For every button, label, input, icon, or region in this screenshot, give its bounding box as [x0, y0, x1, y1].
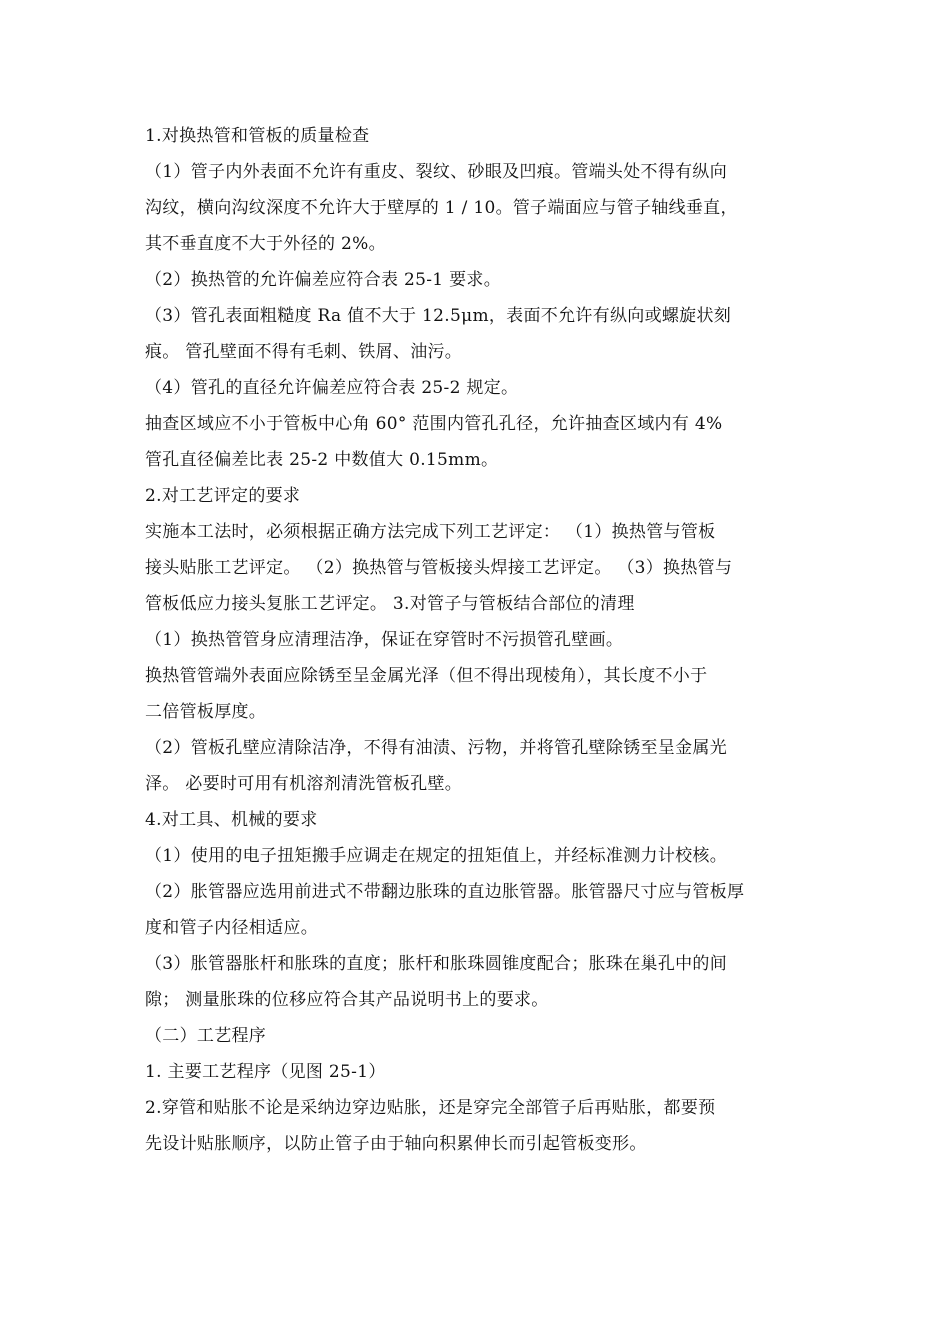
paragraph-line: （4）管孔的直径允许偏差应符合表 25-2 规定。 [145, 378, 519, 398]
section-heading-procedure: （二）工艺程序 [145, 1026, 267, 1046]
paragraph-line: 痕。 管孔壁面不得有毛刺、铁屑、油污。 [145, 342, 463, 362]
paragraph-line: 先设计贴胀顺序，以防止管子由于轴向积累伸长而引起管板变形。 [145, 1134, 647, 1154]
paragraph-line: （2）胀管器应选用前进式不带翻边胀珠的直边胀管器。胀管器尺寸应与管板厚 [145, 882, 745, 902]
paragraph-line: 隙； 测量胀珠的位移应符合其产品说明书上的要求。 [145, 990, 549, 1010]
paragraph-line: 泽。 必要时可用有机溶剂清洗管板孔壁。 [145, 774, 463, 794]
paragraph-line: （1）管子内外表面不允许有重皮、裂纹、砂眼及凹痕。管端头处不得有纵向 [145, 162, 728, 182]
paragraph-line: 抽查区域应不小于管板中心角 60° 范围内管孔孔径，允许抽查区域内有 4% [145, 414, 723, 434]
paragraph-line: 1. 主要工艺程序（见图 25-1） [145, 1062, 386, 1082]
paragraph-line: 管板低应力接头复胀工艺评定。 3.对管子与管板结合部位的清理 [145, 594, 635, 614]
paragraph-line: 管孔直径偏差比表 25-2 中数值大 0.15mm。 [145, 450, 499, 470]
paragraph-line: 接头贴胀工艺评定。 （2）换热管与管板接头焊接工艺评定。 （3）换热管与 [145, 558, 733, 578]
paragraph-line: 换热管管端外表面应除锈至呈金属光泽（但不得出现棱角），其长度不小于 [145, 666, 708, 686]
paragraph-line: 沟纹，横向沟纹深度不允许大于壁厚的 1 / 10。管子端面应与管子轴线垂直， [145, 198, 738, 218]
paragraph-line: （2）换热管的允许偏差应符合表 25-1 要求。 [145, 270, 502, 290]
section-heading-4: 4.对工具、机械的要求 [145, 810, 318, 830]
paragraph-line: （2）管板孔壁应清除洁净，不得有油渍、污物，并将管孔壁除锈至呈金属光 [145, 738, 728, 758]
paragraph-line: 二倍管板厚度。 [145, 702, 267, 722]
section-heading-2: 2.对工艺评定的要求 [145, 486, 301, 506]
paragraph-line: 其不垂直度不大于外径的 2%。 [145, 234, 386, 254]
paragraph-line: 实施本工法时，必须根据正确方法完成下列工艺评定： （1）换热管与管板 [145, 522, 716, 542]
paragraph-line: 2.穿管和贴胀不论是采纳边穿边贴胀，还是穿完全部管子后再贴胀，都要预 [145, 1098, 716, 1118]
paragraph-line: （3）胀管器胀杆和胀珠的直度；胀杆和胀珠圆锥度配合；胀珠在巢孔中的间 [145, 954, 728, 974]
paragraph-line: 度和管子内径相适应。 [145, 918, 318, 938]
paragraph-line: （1）使用的电子扭矩搬手应调走在规定的扭矩值上，并经标准测力计校核。 [145, 846, 728, 866]
paragraph-line: （1）换热管管身应清理洁净，保证在穿管时不污损管孔壁画。 [145, 630, 624, 650]
paragraph-line: （3）管孔表面粗糙度 Ra 值不大于 12.5μm，表面不允许有纵向或螺旋状刻 [145, 306, 732, 326]
section-heading-1: 1.对换热管和管板的质量检查 [145, 126, 370, 146]
